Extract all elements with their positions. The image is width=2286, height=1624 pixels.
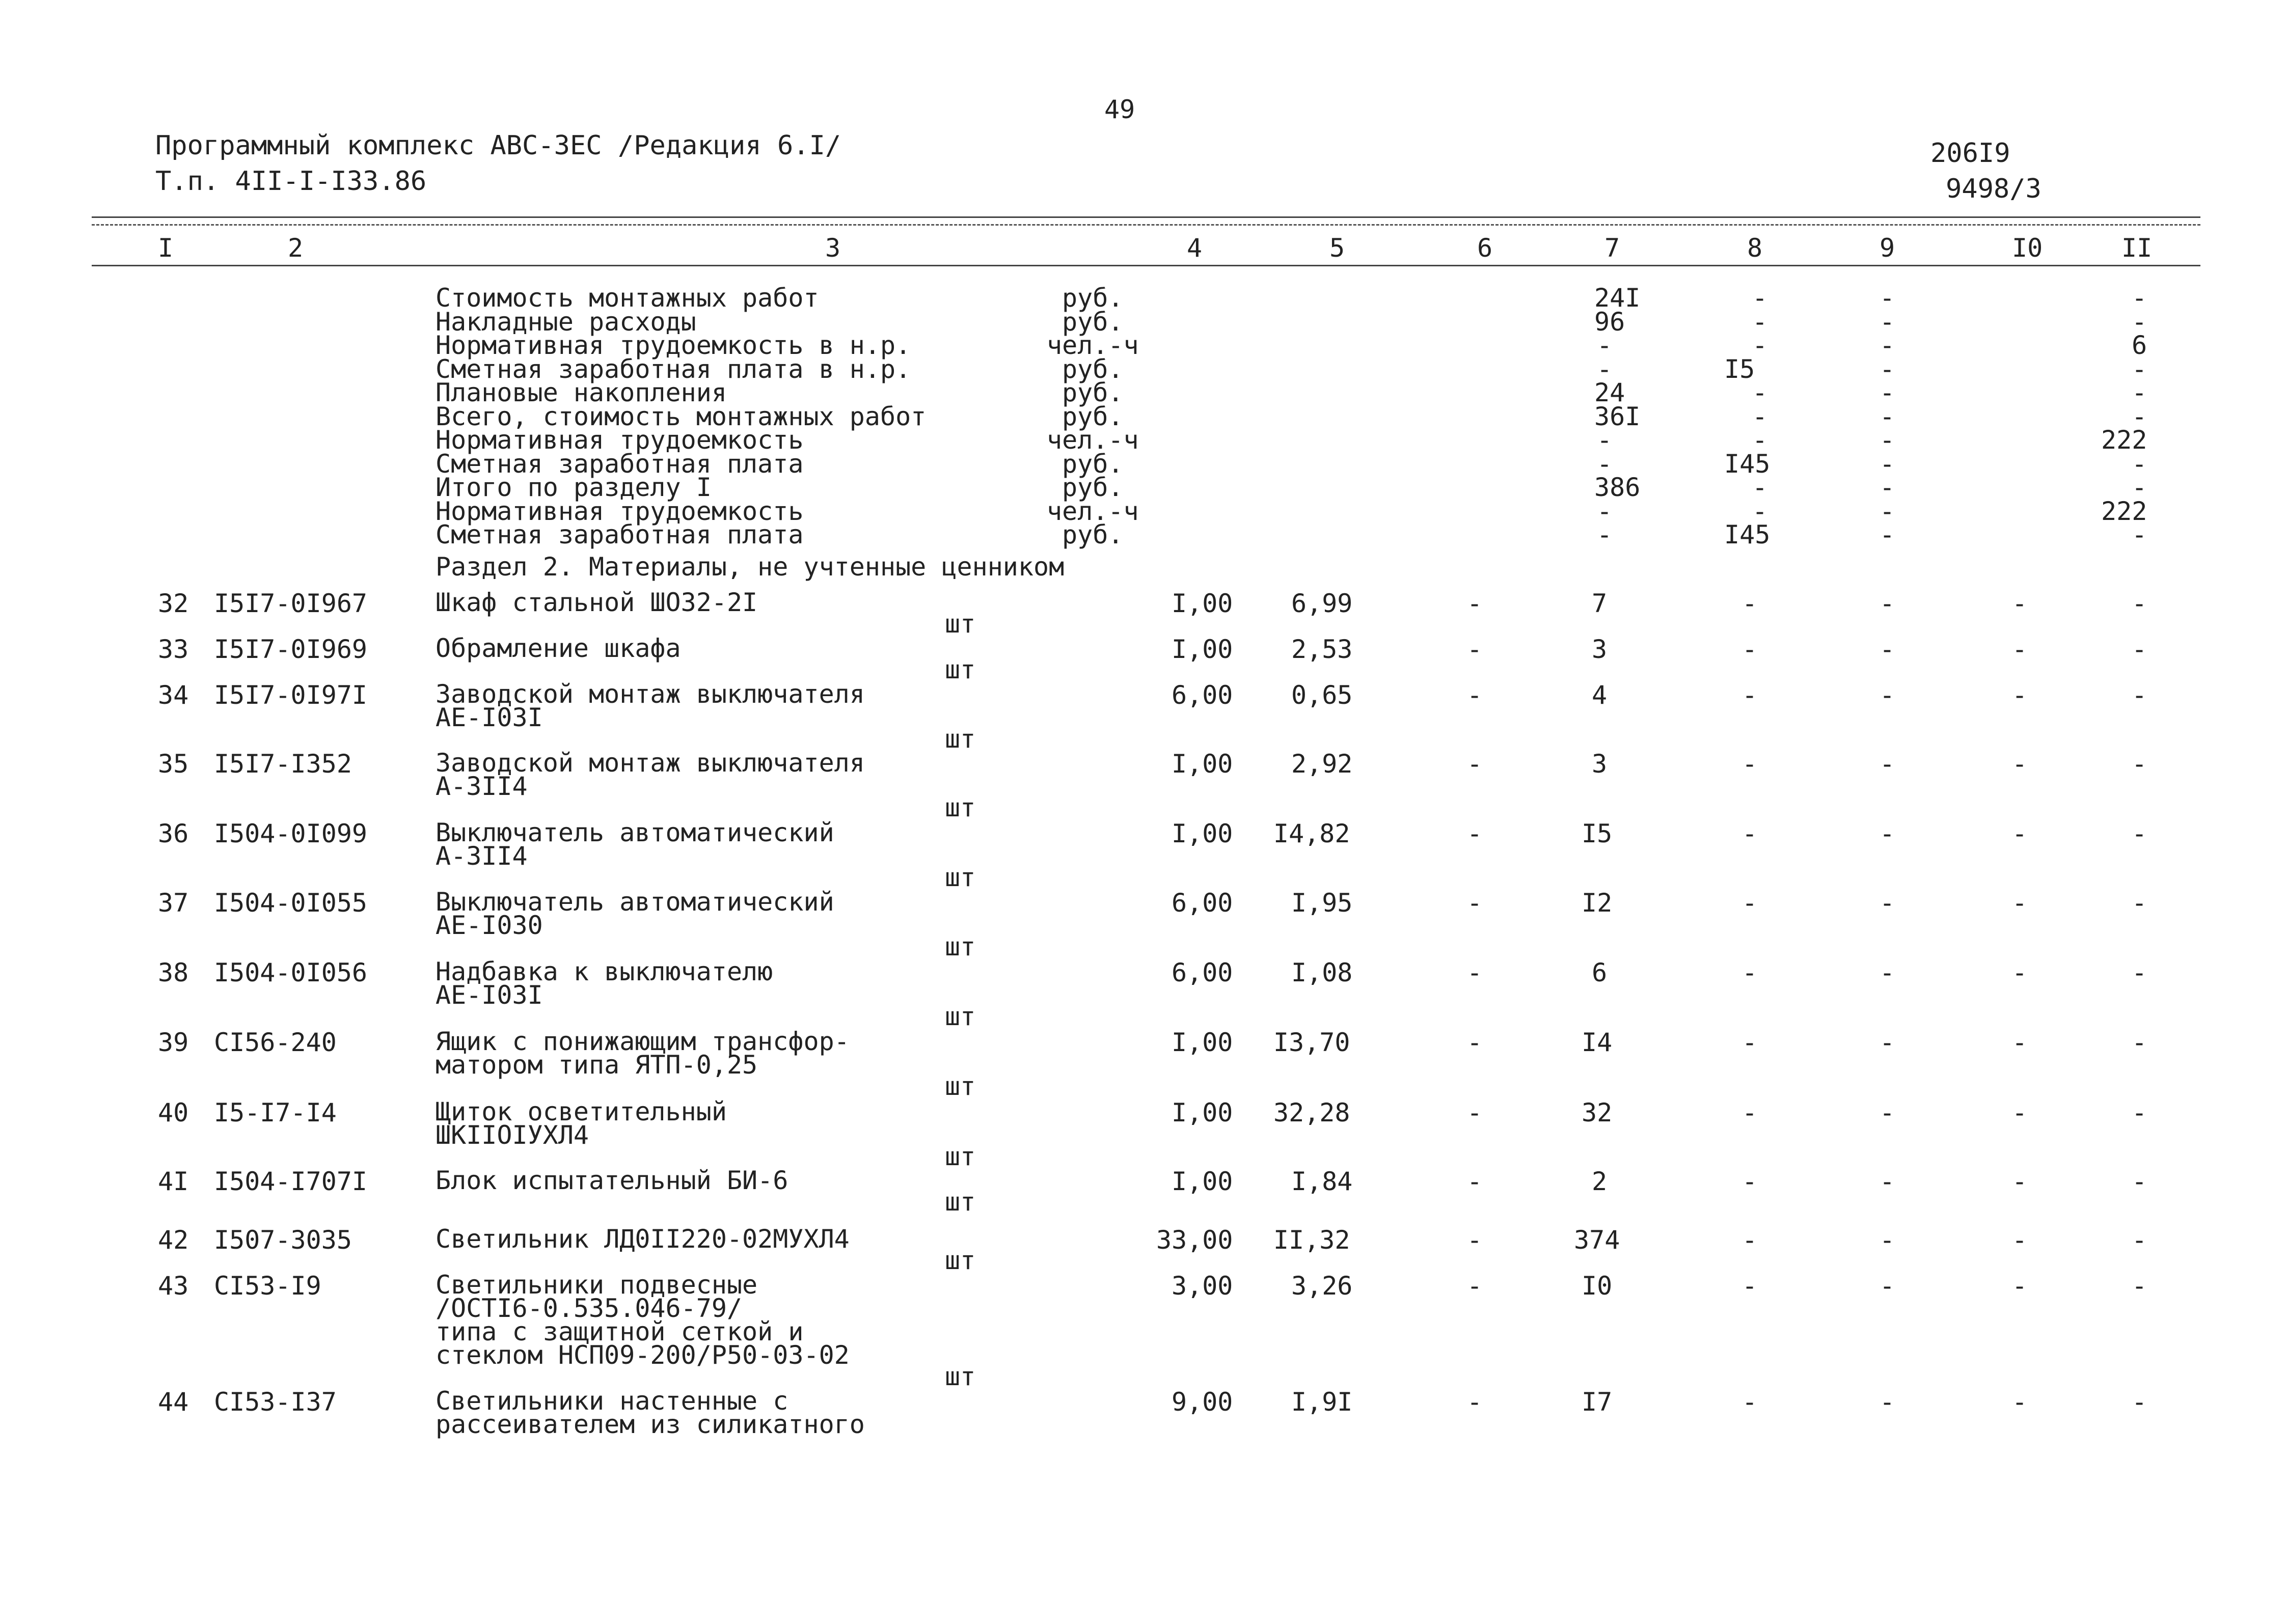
row-col11: - xyxy=(2132,819,2147,848)
row-price: 6,99 xyxy=(1291,589,1353,618)
row-code: СI53-I9 xyxy=(214,1271,321,1301)
summary-label: Нормативная трудоемкость в н.р. xyxy=(436,331,911,360)
summary-col9: - xyxy=(1880,307,1895,337)
summary-col11: - xyxy=(2132,402,2147,431)
row-number: 39 xyxy=(158,1028,189,1057)
summary-col11: - xyxy=(2132,378,2147,407)
row-code: I507-3035 xyxy=(214,1225,352,1255)
row-col7: 4 xyxy=(1592,680,1608,710)
row-col10: - xyxy=(2012,1167,2028,1196)
row-col11: - xyxy=(2132,958,2147,987)
row-col7: 6 xyxy=(1592,958,1608,987)
row-code: СI53-I37 xyxy=(214,1387,337,1417)
column-header-rule xyxy=(92,265,2200,266)
row-col8: - xyxy=(1742,589,1758,618)
row-name: Светильники настенные с рассеивателем из силикатного xyxy=(436,1386,865,1439)
summary-label: Сметная заработная плата в н.р. xyxy=(436,354,911,384)
summary-unit: руб. xyxy=(1062,520,1124,549)
summary-col7: - xyxy=(1597,354,1613,384)
summary-label: Накладные расходы xyxy=(436,307,696,337)
row-name: Заводской монтаж выключателя А-3II4 xyxy=(436,748,865,801)
row-name: Заводской монтаж выключателя АЕ-I03I xyxy=(436,679,865,732)
summary-unit: руб. xyxy=(1062,283,1124,313)
row-price: I,08 xyxy=(1291,958,1353,987)
row-code: СI56-240 xyxy=(214,1028,337,1057)
row-quantity: 33,00 xyxy=(1156,1225,1233,1255)
row-col10: - xyxy=(2012,635,2028,664)
summary-col8: - xyxy=(1752,307,1768,337)
row-col10: - xyxy=(2012,1028,2028,1057)
row-col11: - xyxy=(2132,1028,2147,1057)
row-col9: - xyxy=(1880,958,1895,987)
row-unit: шт xyxy=(945,655,976,684)
row-name: Светильник ЛД0II220-02МУХЛ4 xyxy=(436,1224,850,1254)
row-col11: - xyxy=(2132,1098,2147,1127)
row-col7: 3 xyxy=(1592,635,1608,664)
summary-col11: 222 xyxy=(2101,497,2147,526)
row-quantity: 6,00 xyxy=(1172,888,1233,918)
row-quantity: I,00 xyxy=(1172,589,1233,618)
row-price: I,9I xyxy=(1291,1387,1353,1417)
row-col7: I0 xyxy=(1582,1271,1613,1301)
summary-col7: 24 xyxy=(1594,378,1625,407)
doc-code-2: 9498/3 xyxy=(1946,174,2042,204)
row-quantity: I,00 xyxy=(1172,1167,1233,1196)
row-col8: - xyxy=(1742,1167,1758,1196)
section-title: Раздел 2. Материалы, не учтенные ценником xyxy=(436,552,1065,582)
row-col9: - xyxy=(1880,635,1895,664)
summary-col8: - xyxy=(1752,402,1768,431)
summary-col7: - xyxy=(1597,449,1613,479)
row-col7: I2 xyxy=(1582,888,1613,918)
row-code: I504-0I055 xyxy=(214,888,368,918)
row-number: 43 xyxy=(158,1271,189,1301)
row-col7: I4 xyxy=(1582,1028,1613,1057)
row-quantity: I,00 xyxy=(1172,749,1233,779)
summary-col7: 36I xyxy=(1594,402,1641,431)
column-header-10: I0 xyxy=(2012,233,2043,263)
doc-code-1: 206I9 xyxy=(1930,138,2010,169)
row-col11: - xyxy=(2132,680,2147,710)
row-col10: - xyxy=(2012,958,2028,987)
row-col8: - xyxy=(1742,1225,1758,1255)
row-col7: 2 xyxy=(1592,1167,1608,1196)
summary-col11: - xyxy=(2132,283,2147,313)
row-unit: шт xyxy=(945,793,976,822)
column-header-4: 4 xyxy=(1187,233,1203,263)
row-price: I,84 xyxy=(1291,1167,1353,1196)
summary-unit: чел.-ч xyxy=(1047,425,1139,455)
row-col8: - xyxy=(1742,749,1758,779)
row-col8: - xyxy=(1742,635,1758,664)
row-code: I5-I7-I4 xyxy=(214,1098,337,1127)
row-col8: - xyxy=(1742,1028,1758,1057)
header-rule-second xyxy=(92,224,2200,226)
row-col9: - xyxy=(1880,1271,1895,1301)
row-col6: - xyxy=(1467,819,1483,848)
row-col6: - xyxy=(1467,958,1483,987)
row-quantity: I,00 xyxy=(1172,819,1233,848)
column-header-9: 9 xyxy=(1880,233,1895,263)
summary-unit: чел.-ч xyxy=(1047,331,1139,360)
row-number: 37 xyxy=(158,888,189,918)
row-col10: - xyxy=(2012,1387,2028,1417)
row-code: I5I7-0I969 xyxy=(214,635,368,664)
row-quantity: 6,00 xyxy=(1172,958,1233,987)
column-header-8: 8 xyxy=(1747,233,1763,263)
row-col9: - xyxy=(1880,819,1895,848)
row-col6: - xyxy=(1467,680,1483,710)
row-col9: - xyxy=(1880,589,1895,618)
summary-col11: - xyxy=(2132,473,2147,502)
row-unit: шт xyxy=(945,1142,976,1171)
row-number: 34 xyxy=(158,680,189,710)
row-col6: - xyxy=(1467,635,1483,664)
row-col8: - xyxy=(1742,1271,1758,1301)
row-col9: - xyxy=(1880,1225,1895,1255)
row-col10: - xyxy=(2012,680,2028,710)
summary-unit: руб. xyxy=(1062,473,1124,502)
row-number: 35 xyxy=(158,749,189,779)
row-col10: - xyxy=(2012,1225,2028,1255)
summary-col9: - xyxy=(1880,378,1895,407)
row-name: Надбавка к выключателю АЕ-I03I xyxy=(436,957,773,1010)
summary-label: Сметная заработная плата xyxy=(436,449,804,479)
column-header-1: I xyxy=(158,233,174,263)
summary-col7: - xyxy=(1597,331,1613,360)
program-title: Программный комплекс АВС-ЗЕС /Редакция 6.I/ xyxy=(155,130,841,161)
row-col10: - xyxy=(2012,819,2028,848)
row-col9: - xyxy=(1880,1167,1895,1196)
row-col11: - xyxy=(2132,1387,2147,1417)
summary-unit: руб. xyxy=(1062,402,1124,431)
summary-col8: - xyxy=(1752,473,1768,502)
row-unit: шт xyxy=(945,609,976,639)
summary-unit: руб. xyxy=(1062,449,1124,479)
row-col6: - xyxy=(1467,1225,1483,1255)
row-col9: - xyxy=(1880,749,1895,779)
row-code: I504-0I056 xyxy=(214,958,368,987)
row-number: 38 xyxy=(158,958,189,987)
row-col6: - xyxy=(1467,1028,1483,1057)
column-header-6: 6 xyxy=(1477,233,1493,263)
row-col8: - xyxy=(1742,1098,1758,1127)
summary-col11: - xyxy=(2132,520,2147,549)
summary-col9: - xyxy=(1880,402,1895,431)
summary-col9: - xyxy=(1880,425,1895,455)
summary-col9: - xyxy=(1880,283,1895,313)
column-header-5: 5 xyxy=(1329,233,1345,263)
row-col8: - xyxy=(1742,888,1758,918)
summary-col9: - xyxy=(1880,473,1895,502)
row-col6: - xyxy=(1467,1387,1483,1417)
row-name: Щиток осветительный ШКIIОIУХЛ4 xyxy=(436,1097,727,1150)
row-price: 0,65 xyxy=(1291,680,1353,710)
summary-col9: - xyxy=(1880,354,1895,384)
summary-col8: - xyxy=(1752,378,1768,407)
summary-col8: - xyxy=(1752,425,1768,455)
row-col9: - xyxy=(1880,1028,1895,1057)
row-number: 40 xyxy=(158,1098,189,1127)
row-price: 32,28 xyxy=(1273,1098,1350,1127)
row-col6: - xyxy=(1467,1271,1483,1301)
row-number: 33 xyxy=(158,635,189,664)
row-col11: - xyxy=(2132,1271,2147,1301)
row-col6: - xyxy=(1467,749,1483,779)
row-col10: - xyxy=(2012,888,2028,918)
summary-col7: 386 xyxy=(1594,473,1641,502)
row-col8: - xyxy=(1742,819,1758,848)
row-unit: шт xyxy=(945,1002,976,1031)
row-unit: шт xyxy=(945,1246,976,1275)
row-unit: шт xyxy=(945,724,976,754)
column-header-11: II xyxy=(2121,233,2153,263)
row-code: I504-0I099 xyxy=(214,819,368,848)
row-number: 4I xyxy=(158,1167,189,1196)
row-name: Шкаф стальной ШО32-2I xyxy=(436,588,758,617)
row-quantity: 6,00 xyxy=(1172,680,1233,710)
row-col9: - xyxy=(1880,1387,1895,1417)
row-col6: - xyxy=(1467,1098,1483,1127)
row-col9: - xyxy=(1880,888,1895,918)
row-unit: шт xyxy=(945,1362,976,1391)
header-rule-top xyxy=(92,216,2200,218)
page-number: 49 xyxy=(1104,95,1135,124)
row-quantity: 3,00 xyxy=(1172,1271,1233,1301)
row-col10: - xyxy=(2012,1271,2028,1301)
summary-unit: руб. xyxy=(1062,307,1124,337)
summary-col8: I45 xyxy=(1724,449,1771,479)
row-number: 36 xyxy=(158,819,189,848)
row-col7: I5 xyxy=(1582,819,1613,848)
summary-col7: 96 xyxy=(1594,307,1625,337)
row-price: I3,70 xyxy=(1273,1028,1350,1057)
summary-col9: - xyxy=(1880,449,1895,479)
row-col7: 32 xyxy=(1582,1098,1613,1127)
summary-col8: I45 xyxy=(1724,520,1771,549)
row-name: Выключатель автоматический А-3II4 xyxy=(436,818,834,871)
row-unit: шт xyxy=(945,1187,976,1217)
column-header-7: 7 xyxy=(1604,233,1620,263)
summary-col11: - xyxy=(2132,354,2147,384)
row-col11: - xyxy=(2132,749,2147,779)
summary-col7: 24I xyxy=(1594,283,1641,313)
row-price: I,95 xyxy=(1291,888,1353,918)
summary-label: Плановые накопления xyxy=(436,378,727,407)
row-col7: 3 xyxy=(1592,749,1608,779)
row-name: Блок испытательный БИ-6 xyxy=(436,1166,788,1195)
summary-col7: - xyxy=(1597,520,1613,549)
summary-label: Нормативная трудоемкость xyxy=(436,425,804,455)
row-number: 44 xyxy=(158,1387,189,1417)
summary-unit: чел.-ч xyxy=(1047,497,1139,526)
row-col8: - xyxy=(1742,958,1758,987)
row-col6: - xyxy=(1467,1167,1483,1196)
row-quantity: I,00 xyxy=(1172,635,1233,664)
row-code: I504-I707I xyxy=(214,1167,368,1196)
summary-col8: - xyxy=(1752,283,1768,313)
summary-unit: руб. xyxy=(1062,378,1124,407)
project-number: Т.п. 4II-I-I33.86 xyxy=(155,166,427,197)
summary-col7: - xyxy=(1597,425,1613,455)
row-col10: - xyxy=(2012,749,2028,779)
summary-col9: - xyxy=(1880,497,1895,526)
row-col10: - xyxy=(2012,1098,2028,1127)
row-unit: шт xyxy=(945,1071,976,1101)
row-col7: 7 xyxy=(1592,589,1608,618)
row-col11: - xyxy=(2132,635,2147,664)
summary-col11: 222 xyxy=(2101,425,2147,455)
summary-label: Сметная заработная плата xyxy=(436,520,804,549)
row-col6: - xyxy=(1467,888,1483,918)
row-code: I5I7-0I967 xyxy=(214,589,368,618)
row-unit: шт xyxy=(945,932,976,961)
row-col7: 374 xyxy=(1574,1225,1620,1255)
row-unit: шт xyxy=(945,863,976,892)
row-price: 3,26 xyxy=(1291,1271,1353,1301)
row-number: 42 xyxy=(158,1225,189,1255)
summary-unit: руб. xyxy=(1062,354,1124,384)
summary-col8: - xyxy=(1752,497,1768,526)
row-price: 2,92 xyxy=(1291,749,1353,779)
row-quantity: I,00 xyxy=(1172,1028,1233,1057)
summary-col11: 6 xyxy=(2132,331,2147,360)
row-name: Обрамление шкафа xyxy=(436,634,681,663)
summary-label: Всего, стоимость монтажных работ xyxy=(436,402,927,431)
summary-col8: - xyxy=(1752,331,1768,360)
row-name: Светильники подвесные /ОСТI6-0.535.046-79/ типа с защитной сеткой и стеклом НСП09-200/Р50-03-02 xyxy=(436,1270,850,1370)
row-col6: - xyxy=(1467,589,1483,618)
summary-label: Итого по разделу I xyxy=(436,473,712,502)
summary-col8: I5 xyxy=(1724,354,1755,384)
row-col8: - xyxy=(1742,680,1758,710)
row-col9: - xyxy=(1880,680,1895,710)
column-header-3: 3 xyxy=(825,233,841,263)
summary-col11: - xyxy=(2132,449,2147,479)
summary-label: Нормативная трудоемкость xyxy=(436,497,804,526)
row-col11: - xyxy=(2132,589,2147,618)
summary-col7: - xyxy=(1597,497,1613,526)
row-col8: - xyxy=(1742,1387,1758,1417)
row-col7: I7 xyxy=(1582,1387,1613,1417)
row-name: Ящик с понижающим трансфор- матором типа ЯТП-0,25 xyxy=(436,1027,850,1080)
row-col9: - xyxy=(1880,1098,1895,1127)
row-price: 2,53 xyxy=(1291,635,1353,664)
row-col10: - xyxy=(2012,589,2028,618)
row-name: Выключатель автоматический АЕ-I030 xyxy=(436,887,834,940)
row-quantity: I,00 xyxy=(1172,1098,1233,1127)
summary-col11: - xyxy=(2132,307,2147,337)
column-header-2: 2 xyxy=(288,233,304,263)
row-price: I4,82 xyxy=(1273,819,1350,848)
row-number: 32 xyxy=(158,589,189,618)
row-code: I5I7-0I97I xyxy=(214,680,368,710)
row-col11: - xyxy=(2132,1167,2147,1196)
row-price: II,32 xyxy=(1273,1225,1350,1255)
summary-col9: - xyxy=(1880,520,1895,549)
summary-label: Стоимость монтажных работ xyxy=(436,283,819,313)
row-quantity: 9,00 xyxy=(1172,1387,1233,1417)
summary-col9: - xyxy=(1880,331,1895,360)
row-col11: - xyxy=(2132,888,2147,918)
row-code: I5I7-I352 xyxy=(214,749,352,779)
row-col11: - xyxy=(2132,1225,2147,1255)
